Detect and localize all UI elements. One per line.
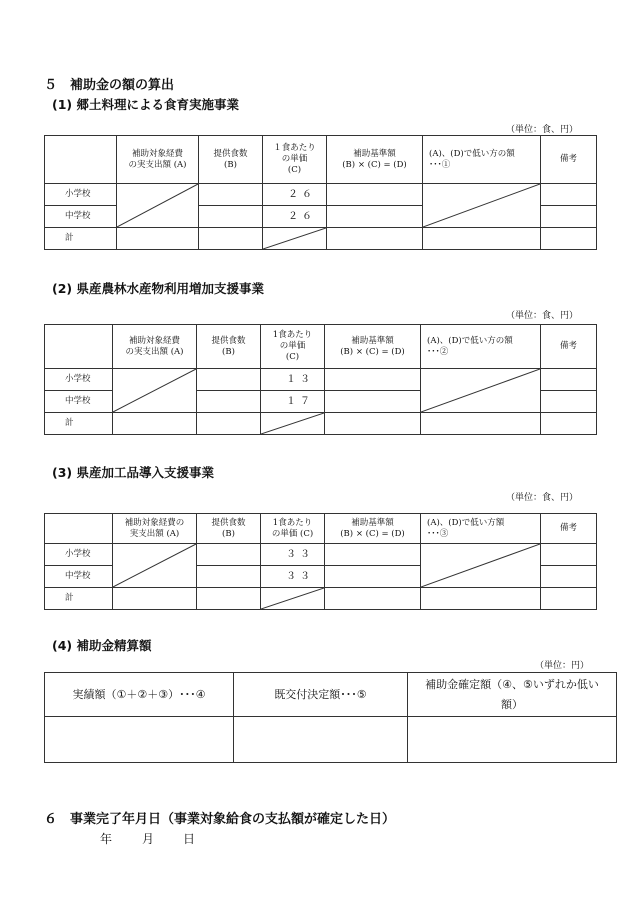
cell-base-junior (325, 566, 421, 588)
diagonal-cell (117, 184, 199, 228)
diagonal-cell (423, 184, 541, 228)
cell-note-elementary (541, 184, 597, 206)
cell-total-expense (113, 413, 197, 435)
cell-total-note (541, 413, 597, 435)
row-junior-high: 中学校 (45, 566, 113, 588)
diagonal-cell (113, 369, 197, 413)
header-paid-amount: 既交付決定額･･･⑤ (234, 673, 408, 717)
cell-meals-elementary (197, 369, 261, 391)
header-unit-price: １食あたり の単価 (C) (263, 136, 327, 184)
row-total: 計 (45, 588, 113, 610)
cell-total-lower (423, 228, 541, 250)
cell-note-junior (541, 566, 597, 588)
section-5-title: ５ 補助金の額の算出 (44, 78, 175, 93)
header-lower-amount: (A)、(D)で低い方の額 ･･･② (421, 325, 541, 369)
diagonal-cell (261, 413, 325, 435)
cell-base-junior (327, 206, 423, 228)
date-year: 年 (100, 832, 113, 846)
cell-total-base (327, 228, 423, 250)
diagonal-cell (113, 544, 197, 588)
header-actual-amount: 実績額（①＋②＋③）･･･④ (45, 673, 234, 717)
header-unit-price: 1食あたり の単価 (C) (261, 514, 325, 544)
row-total: 計 (45, 228, 117, 250)
table2 (44, 324, 597, 435)
cell-total-base (325, 413, 421, 435)
header-blank (45, 514, 113, 544)
table4-title: (4) 補助金精算額 (52, 638, 152, 653)
header-base-amount: 補助基準額 (B) × (C) = (D) (325, 514, 421, 544)
cell-total-meals (197, 588, 261, 610)
table1-unit: （単位：食、円） (506, 125, 579, 135)
header-meals: 提供食数 (B) (197, 514, 261, 544)
row-junior-high: 中学校 (45, 391, 113, 413)
table2-title: (2) 県産農林水産物利用増加支援事業 (52, 281, 264, 296)
table4-unit: （単位：円） (535, 661, 590, 671)
cell-note-elementary (541, 369, 597, 391)
cell-total-note (541, 588, 597, 610)
cell-total-lower (421, 413, 541, 435)
header-meals: 提供食数 (B) (197, 325, 261, 369)
header-blank (45, 136, 117, 184)
cell-price-junior: ３３ (261, 566, 325, 588)
header-fixed-amount: 補助金確定額（④、⑤いずれか低い 額） (408, 673, 617, 717)
table3-title: (3) 県産加工品導入支援事業 (52, 465, 214, 480)
cell-meals-junior (197, 566, 261, 588)
cell-meals-junior (197, 391, 261, 413)
cell-note-junior (541, 391, 597, 413)
cell-total-base (325, 588, 421, 610)
cell-base-elementary (325, 369, 421, 391)
cell-meals-junior (199, 206, 263, 228)
table4 (44, 672, 617, 763)
header-base-amount: 補助基準額 (B) × (C) = (D) (327, 136, 423, 184)
row-elementary: 小学校 (45, 369, 113, 391)
cell-actual-amount (45, 717, 234, 763)
cell-paid-amount (234, 717, 408, 763)
header-lower-amount: (A)、(D)で低い方の額 ･･･① (423, 136, 541, 184)
cell-price-junior: １７ (261, 391, 325, 413)
cell-base-elementary (327, 184, 423, 206)
cell-price-junior: ２６ (263, 206, 327, 228)
header-expense: 補助対象経費 の実支出額 (A) (117, 136, 199, 184)
diagonal-cell (263, 228, 327, 250)
date-month: 月 (142, 832, 155, 846)
cell-total-note (541, 228, 597, 250)
cell-note-elementary (541, 544, 597, 566)
header-meals: 提供食数 (B) (199, 136, 263, 184)
cell-total-expense (113, 588, 197, 610)
row-elementary: 小学校 (45, 544, 113, 566)
cell-fixed-amount (408, 717, 617, 763)
table3 (44, 513, 597, 610)
cell-price-elementary: ２６ (263, 184, 327, 206)
header-note: 備考 (541, 325, 597, 369)
section-6-title: ６ 事業完了年月日（事業対象給食の支払額が確定した日） (44, 812, 396, 827)
table1-title: (1) 郷土料理による食育実施事業 (52, 97, 239, 112)
date-day: 日 (183, 832, 196, 846)
table3-unit: （単位：食、円） (506, 493, 579, 503)
diagonal-cell (421, 544, 541, 588)
cell-base-junior (325, 391, 421, 413)
header-expense: 補助対象経費 の実支出額 (A) (113, 325, 197, 369)
header-unit-price: 1食あたり の単価 (C) (261, 325, 325, 369)
header-lower-amount: (A)、(D)で低い方額 ･･･③ (421, 514, 541, 544)
cell-total-meals (197, 413, 261, 435)
cell-total-lower (421, 588, 541, 610)
header-note: 備考 (541, 136, 597, 184)
table2-unit: （単位：食、円） (506, 311, 579, 321)
cell-note-junior (541, 206, 597, 228)
header-base-amount: 補助基準額 (B) × (C) = (D) (325, 325, 421, 369)
row-junior-high: 中学校 (45, 206, 117, 228)
cell-base-elementary (325, 544, 421, 566)
row-elementary: 小学校 (45, 184, 117, 206)
cell-price-elementary: １３ (261, 369, 325, 391)
header-expense: 補助対象経費の 実支出額 (A) (113, 514, 197, 544)
cell-total-expense (117, 228, 199, 250)
diagonal-cell (421, 369, 541, 413)
cell-price-elementary: ３３ (261, 544, 325, 566)
diagonal-cell (261, 588, 325, 610)
header-blank (45, 325, 113, 369)
row-total: 計 (45, 413, 113, 435)
header-note: 備考 (541, 514, 597, 544)
table1 (44, 135, 597, 250)
cell-meals-elementary (197, 544, 261, 566)
cell-meals-elementary (199, 184, 263, 206)
cell-total-meals (199, 228, 263, 250)
